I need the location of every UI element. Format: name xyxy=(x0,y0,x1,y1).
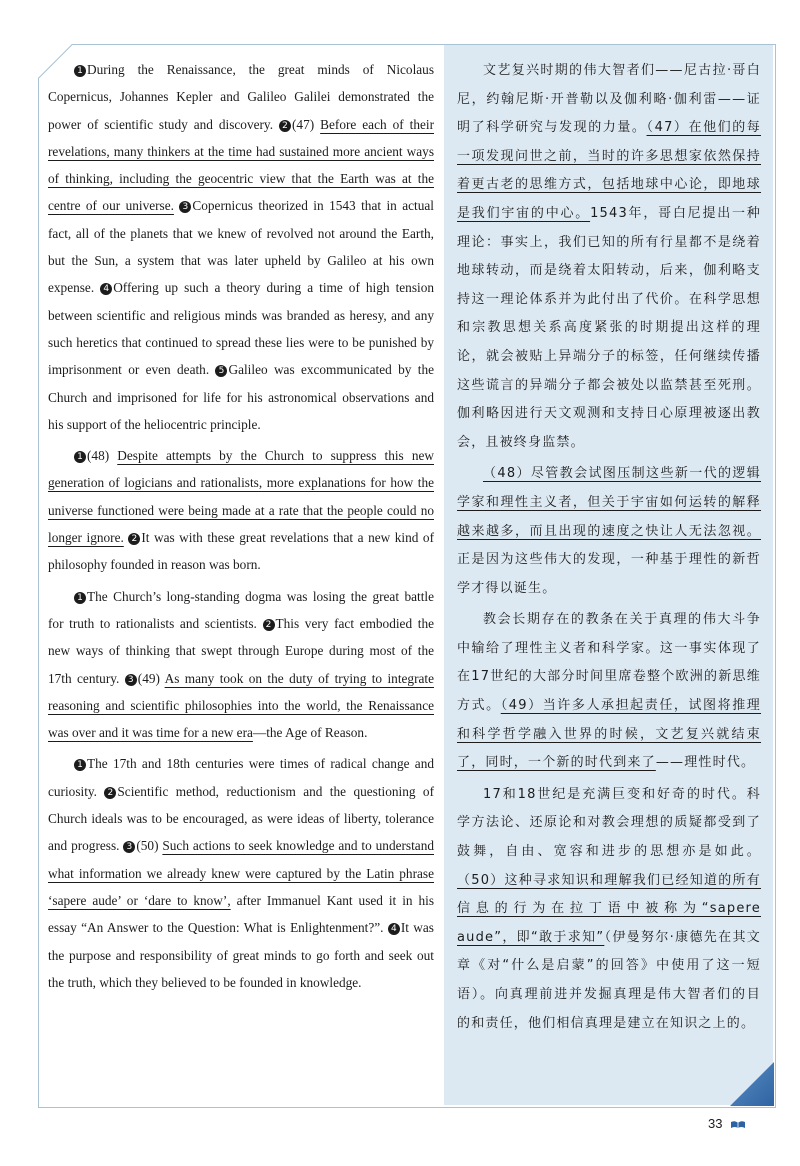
english-paragraph-4 xyxy=(48,750,434,996)
sentence-text: Galileo was excommunicated by the Church and imprisoned for life for his astronomical observations and his support of the heliocentric principle. xyxy=(48,362,434,432)
sentence-marker: 2 xyxy=(128,533,140,545)
english-paragraph-2 xyxy=(48,442,434,578)
chinese-translation-panel xyxy=(444,45,773,1105)
sentence-text: This very fact embodied the new ways of thinking that swept through Europe during most of the 17th century. xyxy=(48,615,435,686)
sentence-text: Offering up such a theory during a time of high tension between scientific and religious minds was branded as heresy, and any such heretics that continued to spread these lies were to be punished by imprisonment or even death. xyxy=(48,280,434,378)
question-label: (48) xyxy=(87,448,118,464)
english-paragraph-3 xyxy=(48,583,434,747)
book-icon xyxy=(730,1120,746,1129)
sentence-marker: 1 xyxy=(74,592,86,604)
page-number: 33 xyxy=(708,1116,723,1131)
sentence-text: （伊曼努尔·康德先在其文章《对“什么是启蒙”的回答》中使用了这一短语）。向真理前进并发掘真理是伟大智者们的目的和责任，他们相信真理是建立在知识之上的。 xyxy=(457,929,761,1031)
sentence-marker: 2 xyxy=(104,787,116,799)
sentence-marker: 1 xyxy=(74,759,86,771)
sentence-text: after Immanuel Kant used it in his essay “An Answer to the Question: What is Enlightenment?”. xyxy=(48,892,434,936)
sentence-text: ——理性时代。 xyxy=(655,755,756,771)
sentence-text: 17和18世纪是充满巨变和好奇的时代。科学方法论、还原论和对教会理想的质疑都受到了鼓舞，自由、宽容和进步的思想亦是如此。 xyxy=(457,786,761,860)
sentence-marker: 1 xyxy=(74,65,86,77)
chinese-paragraph-1 xyxy=(457,57,761,457)
underlined-sentence: （47）在他们的每一项发现问世之前，当时的许多思想家依然保持着更古老的思维方式，包括地球中心论，即地球是我们宇宙的中心。 xyxy=(457,120,761,221)
question-label: (50) xyxy=(136,838,163,854)
sentence-marker: 3 xyxy=(123,841,135,853)
underlined-sentence: （50）这种寻求知识和理解我们已经知道的所有信息的行为在拉丁语中被称为“sapere aude”，即“敢于求知” xyxy=(457,872,761,945)
english-column xyxy=(48,56,434,1000)
sentence-marker: 3 xyxy=(125,674,137,686)
sentence-text: Scientific method, reductionism and the questioning of Church ideals was to be encouraged, as were ideas of liberty, tolerance and progress. xyxy=(48,783,434,854)
sentence-text: The Church’s long-standing dogma was losing the great battle for truth to rationalists and scientists. xyxy=(48,588,434,631)
sentence-text: Copernicus theorized in 1543 that in actual fact, all of the planets that we knew of revolved not around the Earth, but the Sun, a system that was later upheld by Galileo at his own expense. xyxy=(48,198,434,296)
question-label: (47) xyxy=(292,116,321,132)
sentence-text: 文艺复兴时期的伟大智者们——尼古拉·哥白尼，约翰尼斯·开普勒以及伽利略·伽利雷——证明了科学研究与发现的力量。 xyxy=(457,63,761,136)
sentence-marker: 2 xyxy=(263,619,275,631)
chinese-paragraph-3 xyxy=(457,606,761,778)
sentence-text: The 17th and 18th centuries were times of radical change and curiosity. xyxy=(48,756,434,799)
underlined-sentence: Despite attempts by the Church to suppress this new generation of logicians and rationalists, more explanations for how the universe functioned were being made at a rate that the people could no longer ignore. xyxy=(48,448,434,546)
sentence-marker: 5 xyxy=(215,365,227,377)
chinese-paragraph-2 xyxy=(457,460,761,603)
sentence-text: 正是因为这些伟大的发现，一种基于理性的新哲学才得以诞生。 xyxy=(457,552,761,596)
sentence-text: It was with these great revelations that a new kind of philosophy founded in reason was born. xyxy=(48,530,434,573)
sentence-text: —the Age of Reason. xyxy=(252,725,368,741)
sentence-text: 1543年，哥白尼提出一种理论：事实上，我们已知的所有行星都不是绕着地球转动，而是绕着太阳转动，后来，伽利略支持这一理论体系并为此付出了代价。在科学思想和宗教思想关系高度紧张的时期提出这样的理论，就会被贴上异端分子的标签，任何继续传播这些谎言的异端分子都会被处以监禁甚至死刑。伽利略因进行天文观测和支持日心原理被逐出教会，且被终身监禁。 xyxy=(457,205,761,450)
sentence-text: 教会长期存在的教条在关于真理的伟大斗争中输给了理性主义者和科学家。这一事实体现了在17世纪的大部分时间里席卷整个欧洲的新思维方式。 xyxy=(457,612,761,714)
sentence-text: It was the purpose and responsibility of great minds to go forth and seek out the truth, which they believed to be founded in knowledge. xyxy=(48,920,434,990)
sentence-text: During the Renaissance, the great minds of Nicolaus Copernicus, Johannes Kepler and Galileo Galilei demonstrated the power of scientific study and discovery. xyxy=(48,62,434,132)
sentence-marker: 4 xyxy=(388,923,400,935)
question-label: (49) xyxy=(137,670,165,686)
sentence-marker: 1 xyxy=(74,451,86,463)
sentence-marker: 4 xyxy=(100,283,112,295)
sentence-marker: 3 xyxy=(179,201,191,213)
english-paragraph-1 xyxy=(48,56,434,438)
underlined-sentence: As many took on the duty of trying to integrate reasoning and scientific philosophies into the world, the Renaissance was over and it was time for a new era xyxy=(48,670,434,741)
sentence-marker: 2 xyxy=(279,120,291,132)
underlined-sentence: （49）当许多人承担起责任，试图将推理和科学哲学融入世界的时候，文艺复兴就结束了，同时，一个新的时代到来了 xyxy=(457,698,761,771)
underlined-sentence: Such actions to seek knowledge and to understand what information we already knew were captured by the Latin phrase ‘sapere aude’ or ‘dare to know’, xyxy=(48,838,434,908)
underlined-sentence: Before each of their revelations, many thinkers at the time had sustained more ancient ways of thinking, including the geocentric view that the Earth was at the centre of our universe. xyxy=(48,116,434,214)
underlined-sentence: （48）尽管教会试图压制这些新一代的逻辑学家和理性主义者，但关于宇宙如何运转的解释越来越多，而且出现的速度之快让人无法忽视。 xyxy=(457,466,761,539)
chinese-paragraph-4 xyxy=(457,781,761,1038)
